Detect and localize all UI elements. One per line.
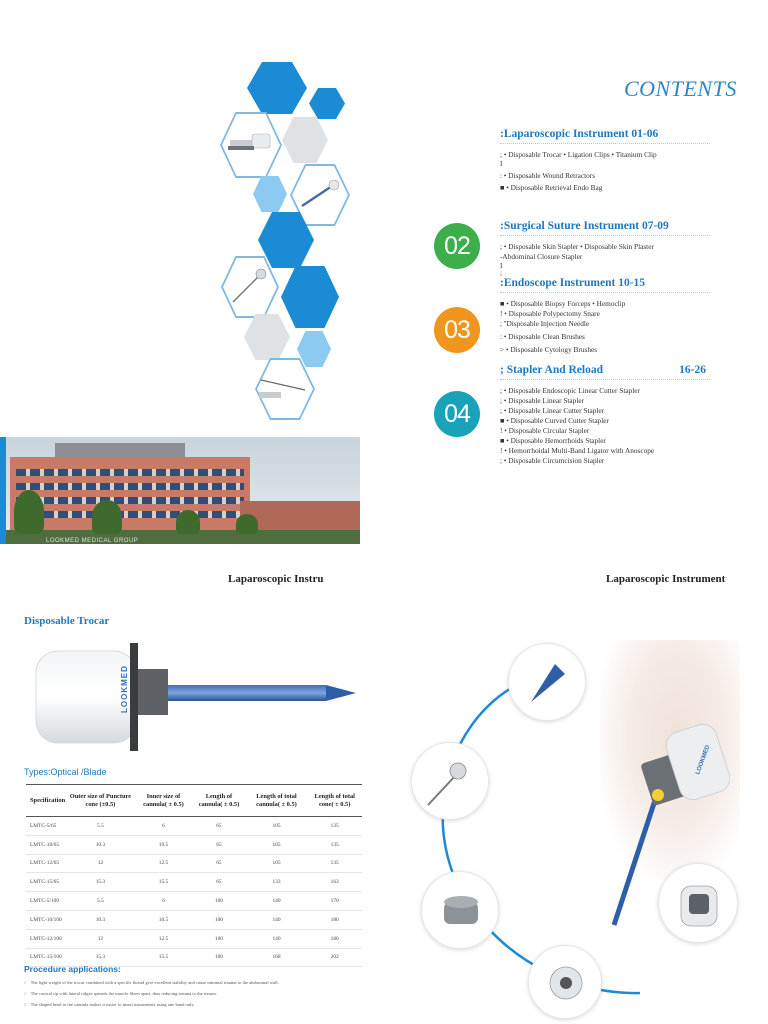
trocar-page xyxy=(0,545,768,1024)
section-items xyxy=(500,299,710,355)
list-item: ; • Disposable Skin Stapler • Disposable Skin Plaster xyxy=(500,242,654,251)
table-cell: 15.5 xyxy=(135,873,193,892)
trocar-product-image xyxy=(26,633,360,758)
list-item-text: The conical tip with lateral ridges spreads the muscle fibres apart, thus reducing trauma to the tissues. xyxy=(30,991,218,996)
table-row xyxy=(26,892,362,911)
tree xyxy=(14,490,44,534)
detail-bubble-valve xyxy=(528,945,602,1019)
bullet-icon: // xyxy=(24,991,27,996)
table-cell: 202 xyxy=(307,948,362,967)
section-heading[interactable]: :Laparoscopic Instrument 01-06 xyxy=(500,128,710,144)
section-number-label: 03 xyxy=(444,315,470,344)
table-cell: 105 xyxy=(246,854,308,873)
table-cell: 65 xyxy=(192,854,245,873)
list-item: ; xyxy=(500,268,503,277)
table-cell: 10.3 xyxy=(66,835,135,854)
table-cell: 65 xyxy=(192,835,245,854)
photo-caption: LOOKMED MEDICAL GROUP xyxy=(46,538,139,544)
table-cell: 6 xyxy=(135,892,193,911)
list-item: : • Disposable Wound Retractors xyxy=(500,171,596,180)
specification-table xyxy=(26,784,362,967)
window-row xyxy=(16,497,244,504)
hexagon-decoration xyxy=(309,88,345,119)
table-cell: 12 xyxy=(66,854,135,873)
contents-section-endoscope xyxy=(500,277,710,355)
table-cell: LMTC-5/100 xyxy=(26,892,66,911)
column-header: Outer size of Puncture cone (±0.5) xyxy=(66,785,135,817)
detail-bubble-tip xyxy=(508,643,586,721)
list-item: ■ • Disposable Hemorrhoids Stapler xyxy=(500,436,606,445)
detail-bubble-cap xyxy=(421,871,499,949)
table-cell: 15.3 xyxy=(66,948,135,967)
linear-stapler-icon xyxy=(220,112,282,178)
section-heading[interactable]: :Endoscope Instrument 10-15 xyxy=(500,277,710,293)
hexagon-product-stapler xyxy=(220,112,282,178)
table-cell: 65 xyxy=(192,817,245,836)
list-item: > • Disposable Cytology Brushes xyxy=(500,345,598,354)
section-number-label: 04 xyxy=(444,399,470,428)
column-header: Specification xyxy=(26,785,66,817)
procedure-applications-title: Procedure applications: xyxy=(24,964,121,974)
procedure-applications-list xyxy=(24,977,279,1010)
trocar-illustration xyxy=(26,633,360,758)
list-item xyxy=(24,977,279,988)
page-header-left: Laparoscopic Instru xyxy=(228,573,324,585)
section-heading[interactable]: :Surgical Suture Instrument 07-09 xyxy=(500,220,710,236)
list-item: ; • Disposable Linear Cutter Stapler xyxy=(500,406,605,415)
table-cell: 140 xyxy=(246,929,308,948)
section-number-04 xyxy=(434,391,480,437)
table-cell: 15.3 xyxy=(66,873,135,892)
seal-cap-icon xyxy=(422,872,500,950)
hexagon-decoration xyxy=(244,314,290,360)
window-row xyxy=(16,469,244,476)
bullet-icon: // xyxy=(24,980,27,985)
table-cell: LMTC-15/100 xyxy=(26,948,66,967)
section-number-02 xyxy=(434,223,480,269)
table-cell: 135 xyxy=(307,854,362,873)
table-cell: 100 xyxy=(192,929,245,948)
list-item: ■ • Disposable Retrieval Endo Bag xyxy=(500,183,603,192)
list-item: ■ • Disposable Curved Cutter Stapler xyxy=(500,416,609,425)
table-row xyxy=(26,854,362,873)
product-types: Types:Optical /Blade xyxy=(24,767,107,777)
table-cell: 133 xyxy=(246,873,308,892)
table-header-row xyxy=(26,785,362,817)
table-cell: 140 xyxy=(246,910,308,929)
section-page-range: 16-26 xyxy=(679,364,706,376)
table-cell: 135 xyxy=(307,817,362,836)
window-row xyxy=(16,483,244,490)
section-items xyxy=(500,242,710,276)
hexagon-product-instrument xyxy=(221,256,279,318)
table-cell: 12 xyxy=(66,929,135,948)
table-cell: 12.5 xyxy=(135,854,193,873)
hexagon-decoration xyxy=(247,62,307,114)
grasper-icon xyxy=(255,358,315,420)
table-row xyxy=(26,929,362,948)
column-header: Length of total cone( ± 0.5) xyxy=(307,785,362,817)
bullet-icon: // xyxy=(24,1002,27,1007)
list-item: ! • Disposable Polypectomy Snare xyxy=(500,309,600,318)
column-header: Inner size of cannula( ± 0.5) xyxy=(135,785,193,817)
section-heading[interactable] xyxy=(500,364,710,380)
table-cell: 100 xyxy=(192,910,245,929)
product-brand: LOOKMED xyxy=(695,744,712,776)
table-cell: 140 xyxy=(246,892,308,911)
cone-tip-icon xyxy=(509,644,587,722)
table-cell: 12.5 xyxy=(135,929,193,948)
contents-section-laparoscopic xyxy=(500,128,710,193)
table-row xyxy=(26,873,362,892)
list-item: ; • Disposable Trocar • Ligation Clips • Titanium Clip xyxy=(500,150,657,159)
detail-bubble-seal xyxy=(411,742,489,820)
table-cell: 5.5 xyxy=(66,817,135,836)
product-title: Disposable Trocar xyxy=(24,615,110,627)
table-cell: LMTC-12/100 xyxy=(26,929,66,948)
table-cell: 163 xyxy=(307,873,362,892)
product-brand: LOOKMED xyxy=(120,665,129,713)
column-header: Length of total cannula( ± 0.5) xyxy=(246,785,308,817)
table-cell: 65 xyxy=(192,873,245,892)
tree xyxy=(176,510,200,534)
section-items xyxy=(500,386,710,466)
table-cell: 10.3 xyxy=(66,910,135,929)
hexagon-product-grasper xyxy=(255,358,315,420)
table-cell: 168 xyxy=(246,948,308,967)
table-cell: 135 xyxy=(307,835,362,854)
list-item: ! • Disposable Circular Stapler xyxy=(500,426,590,435)
list-item: ; • Disposable Endoscopic Linear Cutter Stapler xyxy=(500,386,640,395)
table-row xyxy=(26,835,362,854)
table-cell: 15.5 xyxy=(135,948,193,967)
valve-icon xyxy=(529,946,603,1020)
table-cell: LMTC-12/65 xyxy=(26,854,66,873)
table-cell: LMTC-10/65 xyxy=(26,835,66,854)
contents-title: CONTENTS xyxy=(624,76,737,101)
page-header-right: Laparoscopic Instrument xyxy=(606,573,726,585)
section-heading-title: ; Stapler And Reload xyxy=(500,364,603,376)
list-item: ■ • Disposable Biopsy Forceps • Hemoclip xyxy=(500,299,626,308)
table-cell: 10.5 xyxy=(135,835,193,854)
table-cell: LMTC-10/100 xyxy=(26,910,66,929)
section-number-label: 02 xyxy=(444,231,470,260)
blue-edge-bar xyxy=(0,437,6,544)
table-cell: 5.5 xyxy=(66,892,135,911)
table-row xyxy=(26,817,362,836)
section-number-03 xyxy=(434,307,480,353)
stopcock-icon xyxy=(412,743,490,821)
contents-section-stapler xyxy=(500,364,710,466)
table-row xyxy=(26,910,362,929)
laparoscopic-instrument-icon xyxy=(221,256,279,318)
table-cell: 180 xyxy=(307,910,362,929)
list-item xyxy=(24,999,279,1010)
window-row xyxy=(16,511,244,518)
table-cell: 170 xyxy=(307,892,362,911)
column-header: Length of cannula( ± 0.5) xyxy=(192,785,245,817)
section-items xyxy=(500,150,710,193)
hexagon-decoration xyxy=(253,176,287,212)
table-cell: 10.5 xyxy=(135,910,193,929)
tree xyxy=(236,514,258,534)
table-cell: 105 xyxy=(246,817,308,836)
list-item: -Abdominal Closure Stapler xyxy=(500,252,583,261)
list-item xyxy=(24,988,279,999)
list-item: ; • Disposable Circumcision Stapler xyxy=(500,456,605,465)
list-item: ; ''Disposable Injection Needle xyxy=(500,319,590,328)
table-cell: LMTC-5/65 xyxy=(26,817,66,836)
list-item: ; • Disposable Linear Stapler xyxy=(500,396,585,405)
tree xyxy=(92,500,122,534)
hexagon-decoration xyxy=(282,117,328,163)
list-item: : • Disposable Clean Brushes xyxy=(500,332,585,341)
table-cell: 105 xyxy=(246,835,308,854)
list-item-text: The light weight of the trocar combined with a specific thread give excellent stability and cause minimal trauma to the abdominal wall. xyxy=(30,980,279,985)
table-cell: LMTC-15/65 xyxy=(26,873,66,892)
table-cell: 100 xyxy=(192,892,245,911)
list-item-text: The shaped head to the cannula makes it easier to insert instruments using one hand only. xyxy=(30,1002,195,1007)
table-cell: 6 xyxy=(135,817,193,836)
list-item: I xyxy=(500,159,503,168)
trocar-angled-illustration xyxy=(600,705,730,935)
list-item: ! • Hemorrhoidal Multi-Band Ligator with Anoscope xyxy=(500,446,655,455)
hexagon-decoration xyxy=(281,266,339,328)
table-cell: 100 xyxy=(192,948,245,967)
list-item: I xyxy=(500,261,503,270)
hexagon-decoration xyxy=(297,331,331,367)
company-building-photo xyxy=(0,437,360,544)
table-cell: 180 xyxy=(307,929,362,948)
contents-section-suture xyxy=(500,220,710,276)
